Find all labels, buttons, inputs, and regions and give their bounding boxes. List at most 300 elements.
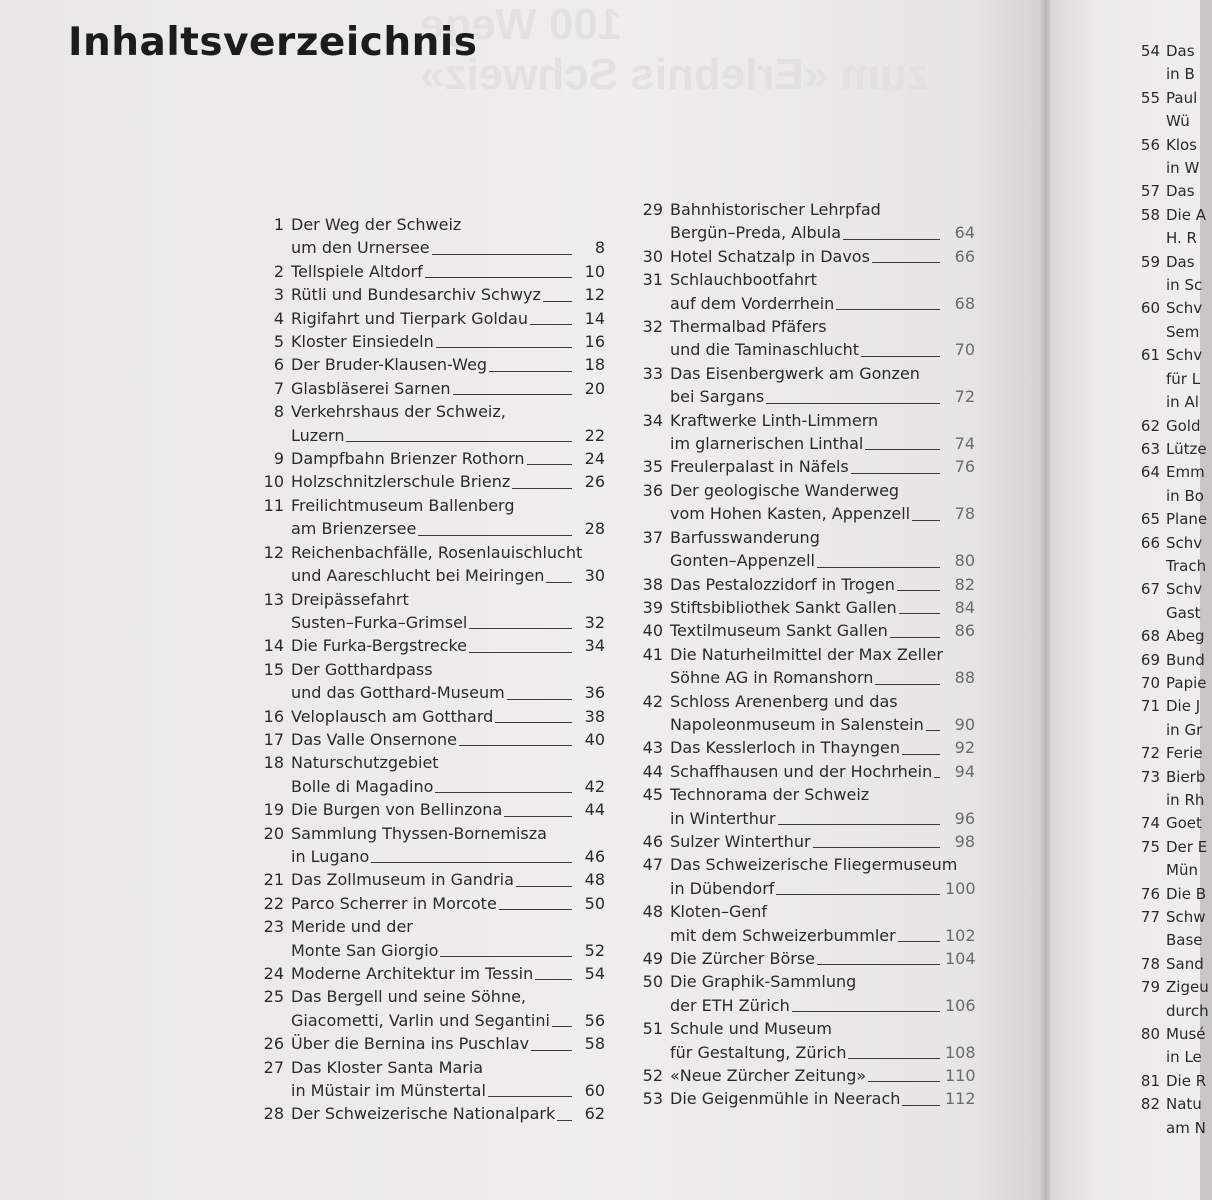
entry-title-line: Die Graphik-Sammlung <box>670 972 857 992</box>
entry-body <box>670 830 975 853</box>
entry-last-line <box>291 1102 605 1125</box>
entry-body <box>1166 836 1212 883</box>
toc-entry <box>250 1032 605 1055</box>
leader-line <box>507 699 572 700</box>
toc-entry <box>1132 766 1212 813</box>
entry-body <box>670 245 975 268</box>
page-number: 104 <box>945 949 976 968</box>
entry-body <box>1166 976 1212 1023</box>
entry-title-line: Reichenbachfälle, Rosenlauischlucht <box>291 542 583 562</box>
toc-entry <box>630 526 975 573</box>
toc-entry <box>1132 180 1212 203</box>
entry-number: 58 <box>1140 205 1160 224</box>
entry-number: 12 <box>263 542 284 562</box>
entry-body <box>291 470 605 493</box>
toc-entry <box>630 1017 975 1064</box>
entry-body <box>670 853 975 900</box>
page-number: 112 <box>945 1089 976 1109</box>
entry-title-line: Dampfbahn Brienzer Rothorn <box>291 449 525 469</box>
entry-title-line: Gast <box>1166 603 1201 622</box>
entry-body <box>1166 344 1212 414</box>
entry-body <box>670 526 975 573</box>
entry-number: 72 <box>1140 744 1160 763</box>
page-number: 86 <box>954 621 975 641</box>
entry-body <box>291 377 605 400</box>
leader-line <box>848 1058 940 1059</box>
leader-line <box>817 964 940 965</box>
entry-number: 78 <box>1140 954 1160 973</box>
entry-body <box>670 455 975 478</box>
entry-title-line: Moderne Architektur im Tessin <box>291 964 534 983</box>
entry-number: 27 <box>263 1057 284 1077</box>
entry-body <box>291 751 605 798</box>
toc-entry <box>1132 742 1212 765</box>
toc-entry <box>630 409 975 456</box>
toc-entry <box>630 596 975 619</box>
entry-number: 59 <box>1140 252 1160 271</box>
entry-title-line: in Dübendorf <box>670 878 775 898</box>
entry-body <box>670 315 975 362</box>
toc-entry <box>1132 251 1212 298</box>
page-number: 20 <box>584 378 605 398</box>
toc-entry <box>630 479 975 526</box>
entry-body <box>1166 508 1212 531</box>
entry-last-line <box>291 962 605 985</box>
toc-entry <box>1132 40 1212 87</box>
leader-line <box>543 301 572 302</box>
toc-entry <box>250 447 605 470</box>
toc-entry <box>1132 695 1212 742</box>
entry-last-line <box>291 798 605 821</box>
toc-entry <box>250 634 605 657</box>
toc-entry <box>630 830 975 853</box>
entry-number: 7 <box>273 378 284 398</box>
entry-number: 4 <box>273 308 284 328</box>
entry-body <box>291 260 605 283</box>
page-number: 8 <box>594 238 605 258</box>
entry-number: 47 <box>642 855 663 875</box>
entry-body <box>291 1032 605 1055</box>
entry-number: 20 <box>263 823 284 843</box>
page-number: 10 <box>584 261 605 281</box>
entry-number: 26 <box>263 1034 284 1054</box>
entry-last-line <box>291 705 605 728</box>
entry-title-line: H. R <box>1166 229 1197 248</box>
entry-title-line: Das <box>1166 182 1195 201</box>
page-number: 110 <box>945 1066 976 1086</box>
entry-title-line: Monte San Giorgio <box>291 940 439 960</box>
toc-entry <box>1132 625 1212 648</box>
entry-body <box>291 985 605 1032</box>
page-number: 46 <box>584 846 605 866</box>
entry-number: 40 <box>642 621 663 641</box>
toc-entry <box>1132 204 1212 251</box>
entry-title-line: Das <box>1166 42 1195 60</box>
toc-column-3 <box>1132 40 1212 1140</box>
entry-number: 22 <box>263 893 284 913</box>
entry-last-line <box>291 470 605 493</box>
entry-body <box>670 596 975 619</box>
page-number: 66 <box>954 246 975 266</box>
page-number: 76 <box>954 457 975 477</box>
entry-body <box>1166 297 1212 344</box>
entry-body <box>1166 695 1212 742</box>
entry-body <box>291 400 605 447</box>
page-number: 50 <box>584 893 605 913</box>
toc-entry <box>250 541 605 588</box>
toc-entry <box>250 260 605 283</box>
entry-body <box>1166 625 1212 648</box>
entry-body <box>291 588 605 635</box>
entry-title-line: Bolle di Magadino <box>291 776 434 796</box>
entry-body <box>670 1064 975 1087</box>
entry-number: 15 <box>263 659 284 679</box>
toc-entry <box>630 619 975 642</box>
page-number: 80 <box>954 551 975 571</box>
entry-title-line: Base <box>1166 931 1203 950</box>
toc-column-1 <box>250 213 605 1126</box>
leader-line <box>469 628 572 629</box>
entry-title-line: Rütli und Bundesarchiv Schwyz <box>291 285 541 305</box>
toc-entry <box>1132 906 1212 953</box>
entry-number: 2 <box>273 261 284 281</box>
entry-body <box>1166 742 1212 765</box>
leader-line <box>865 449 940 450</box>
page-number: 14 <box>584 308 605 328</box>
entry-title-line: in Le <box>1166 1048 1202 1067</box>
leader-line <box>843 239 940 240</box>
toc-entry <box>630 1087 975 1110</box>
leader-line <box>868 1081 940 1082</box>
entry-last-line <box>670 221 975 244</box>
toc-entry <box>1132 532 1212 579</box>
entry-number: 65 <box>1140 510 1160 529</box>
entry-title-line: am Brienzersee <box>291 519 417 539</box>
entry-title-line: in Al <box>1166 393 1199 412</box>
entry-title-line: Die A <box>1166 205 1206 224</box>
toc-entry <box>630 573 975 596</box>
page-number: 16 <box>584 332 605 352</box>
entry-body <box>291 962 605 985</box>
entry-title-line: Trach <box>1166 556 1207 575</box>
entry-body <box>670 736 975 759</box>
toc-entry <box>630 455 975 478</box>
entry-number: 77 <box>1140 908 1160 927</box>
toc-column-2 <box>630 198 975 1111</box>
toc-entry <box>250 798 605 821</box>
toc-entry <box>630 736 975 759</box>
entry-last-line <box>291 307 605 330</box>
toc-entry <box>250 377 605 400</box>
toc-entry <box>1132 812 1212 835</box>
entry-last-line <box>291 260 605 283</box>
entry-title-line: Luzern <box>291 425 345 445</box>
entry-title-line: Napoleonmuseum in Salenstein <box>670 714 924 734</box>
entry-title-line: Schv <box>1166 533 1203 552</box>
entry-body <box>291 634 605 657</box>
entry-title-line: Thermalbad Pfäfers <box>670 317 827 337</box>
entry-title-line: Parco Scherrer in Morcote <box>291 893 497 913</box>
entry-title-line: Die Furka-Bergstrecke <box>291 636 468 656</box>
entry-body <box>670 947 975 970</box>
entry-title-line: Rigifahrt und Tierpark Goldau <box>291 308 528 328</box>
entry-number: 38 <box>642 574 663 594</box>
entry-title-line: Söhne AG in Romanshorn <box>670 668 874 688</box>
entry-body <box>1166 134 1212 181</box>
entry-body <box>670 1087 975 1110</box>
leader-line <box>436 347 572 348</box>
entry-number: 13 <box>263 589 284 609</box>
entry-number: 60 <box>1140 299 1160 318</box>
entry-last-line <box>670 1087 975 1110</box>
entry-title-line: Der Gotthardpass <box>291 659 433 679</box>
entry-title-line: und die Taminaschlucht <box>670 340 860 360</box>
toc-entry <box>630 853 975 900</box>
toc-entry <box>630 900 975 947</box>
entry-number: 31 <box>642 270 663 290</box>
entry-title-line: Kloten–Genf <box>670 902 767 922</box>
entry-number: 28 <box>263 1104 284 1124</box>
entry-number: 21 <box>263 870 284 890</box>
entry-title-line: Das Kloster Santa Maria <box>291 1057 484 1077</box>
entry-number: 3 <box>273 285 284 305</box>
page-number: 92 <box>954 738 975 758</box>
toc-entry <box>1132 508 1212 531</box>
entry-title-line: Klos <box>1166 135 1197 154</box>
entry-number: 10 <box>263 472 284 492</box>
entry-last-line <box>670 1064 975 1087</box>
entry-title-line: und Aareschlucht bei Meiringen <box>291 566 545 586</box>
toc-entry <box>250 494 605 541</box>
entry-title-line: Gold <box>1166 416 1201 435</box>
entry-number: 54 <box>1140 42 1160 60</box>
entry-number: 80 <box>1140 1025 1160 1044</box>
entry-title-line: Lütze <box>1166 439 1207 458</box>
entry-last-line <box>291 681 605 704</box>
toc-entry <box>1132 672 1212 695</box>
entry-number: 53 <box>642 1089 663 1109</box>
toc-entry <box>1132 953 1212 976</box>
page-number: 82 <box>954 574 975 594</box>
entry-number: 67 <box>1140 580 1160 599</box>
entry-last-line <box>670 292 975 315</box>
page-number: 90 <box>954 714 975 734</box>
toc-entry <box>250 353 605 376</box>
toc-entry <box>250 751 605 798</box>
entry-last-line <box>291 353 605 376</box>
entry-number: 5 <box>273 332 284 352</box>
entry-number: 24 <box>263 964 284 983</box>
entry-last-line <box>291 564 605 587</box>
entry-last-line <box>670 245 975 268</box>
entry-number: 62 <box>1140 416 1160 435</box>
entry-title-line: Abeg <box>1166 627 1205 646</box>
entry-body <box>1166 649 1212 672</box>
entry-number: 50 <box>642 972 663 992</box>
entry-number: 61 <box>1140 346 1160 365</box>
entry-title-line: Schule und Museum <box>670 1019 832 1039</box>
entry-last-line <box>670 736 975 759</box>
entry-number: 29 <box>642 200 663 219</box>
entry-number: 35 <box>642 457 663 477</box>
entry-title-line: Tellspiele Altdorf <box>291 261 423 281</box>
toc-entry <box>250 213 605 260</box>
entry-body <box>1166 1093 1212 1140</box>
toc-entry <box>630 970 975 1017</box>
leader-line <box>861 356 940 357</box>
entry-title-line: vom Hohen Kasten, Appenzell <box>670 504 911 524</box>
entry-last-line <box>291 892 605 915</box>
entry-title-line: in Lugano <box>291 846 370 866</box>
leader-line <box>425 277 572 278</box>
entry-body <box>291 1056 605 1103</box>
entry-title-line: um den Urnersee <box>291 238 430 258</box>
page-number: 70 <box>954 340 975 360</box>
leader-line <box>527 464 572 465</box>
entry-number: 19 <box>263 800 284 820</box>
leader-line <box>902 1105 940 1106</box>
entry-number: 45 <box>642 785 663 805</box>
entry-title-line: Giacometti, Varlin und Segantini <box>291 1010 550 1030</box>
entry-number: 52 <box>642 1066 663 1086</box>
entry-title-line: Paul <box>1166 88 1198 107</box>
entry-body <box>1166 461 1212 508</box>
entry-last-line <box>670 385 975 408</box>
entry-last-line <box>291 377 605 400</box>
leader-line <box>836 309 940 310</box>
entry-body <box>291 307 605 330</box>
entry-number: 17 <box>263 729 284 749</box>
entry-number: 56 <box>1140 135 1160 154</box>
entry-title-line: Gonten–Appenzell <box>670 551 815 571</box>
entry-number: 66 <box>1140 533 1160 552</box>
page-number: 26 <box>584 472 605 492</box>
toc-entry <box>250 330 605 353</box>
entry-title-line: Kloster Einsiedeln <box>291 332 434 352</box>
entry-body <box>291 728 605 751</box>
toc-entry <box>250 822 605 869</box>
page-number: 54 <box>584 964 605 983</box>
page-number: 18 <box>584 355 605 375</box>
entry-body <box>291 658 605 705</box>
entry-last-line <box>670 713 975 736</box>
toc-entry <box>630 690 975 737</box>
entry-body <box>670 198 975 245</box>
entry-title-line: Freulerpalast in Näfels <box>670 457 849 477</box>
toc-entry <box>1132 1023 1212 1070</box>
entry-last-line <box>291 634 605 657</box>
entry-last-line <box>670 502 975 525</box>
leader-line <box>371 862 572 863</box>
entry-title-line: Über die Bernina ins Puschlav <box>291 1034 530 1054</box>
entry-title-line: Ferie <box>1166 744 1203 763</box>
entry-number: 41 <box>642 644 663 664</box>
entry-title-line: Das Bergell und seine Söhne, <box>291 987 527 1007</box>
toc-entry <box>250 915 605 962</box>
toc-entry <box>630 198 975 245</box>
page-number: 52 <box>584 940 605 960</box>
entry-number: 48 <box>642 902 663 922</box>
toc-entry <box>250 588 605 635</box>
entry-title-line: Sammlung Thyssen-Bornemisza <box>291 823 547 843</box>
entry-number: 32 <box>642 317 663 337</box>
entry-title-line: Der geologische Wanderweg <box>670 480 900 500</box>
entry-body <box>670 409 975 456</box>
leader-line <box>512 488 572 489</box>
entry-number: 70 <box>1140 673 1160 692</box>
toc-entry <box>250 892 605 915</box>
entry-body <box>1166 415 1212 438</box>
entry-body <box>291 447 605 470</box>
entry-last-line <box>291 517 605 540</box>
leader-line <box>530 324 572 325</box>
leader-line <box>792 1011 940 1012</box>
entry-body <box>1166 953 1212 976</box>
entry-body <box>291 330 605 353</box>
entry-body <box>1166 883 1212 906</box>
entry-last-line <box>670 994 975 1017</box>
entry-number: 6 <box>273 355 284 375</box>
leader-line <box>890 637 940 638</box>
entry-number: 14 <box>263 636 284 656</box>
entry-title-line: in B <box>1166 65 1195 84</box>
leader-line <box>504 816 572 817</box>
entry-number: 49 <box>642 949 663 968</box>
toc-entry <box>1132 461 1212 508</box>
page-number: 56 <box>584 1010 605 1030</box>
entry-title-line: für Gestaltung, Zürich <box>670 1042 847 1062</box>
toc-entry <box>250 307 605 330</box>
entry-title-line: Sand <box>1166 954 1204 973</box>
entry-number: 23 <box>263 917 284 937</box>
page-number: 58 <box>584 1034 605 1054</box>
leader-line <box>899 613 940 614</box>
entry-title-line: «Neue Zürcher Zeitung» <box>670 1066 867 1086</box>
entry-title-line: Mün <box>1166 861 1198 880</box>
entry-title-line: Das <box>1166 252 1195 271</box>
entry-title-line: Bergün–Preda, Albula <box>670 223 842 243</box>
entry-title-line: in Winterthur <box>670 808 776 828</box>
toc-entry <box>250 728 605 751</box>
entry-body <box>291 798 605 821</box>
entry-body <box>291 494 605 541</box>
page-number: 32 <box>584 612 605 632</box>
leader-line <box>489 371 572 372</box>
entry-title-line: Sulzer Winterthur <box>670 831 811 851</box>
entry-title-line: Das Kesslerloch in Thayngen <box>670 738 901 758</box>
entry-last-line <box>670 619 975 642</box>
entry-number: 63 <box>1140 439 1160 458</box>
entry-number: 74 <box>1140 814 1160 833</box>
entry-number: 55 <box>1140 88 1160 107</box>
entry-title-line: Schloss Arenenberg und das <box>670 691 898 711</box>
toc-entry <box>630 947 975 970</box>
entry-title-line: Emm <box>1166 463 1205 482</box>
leader-line <box>546 582 572 583</box>
page-number: 102 <box>945 925 976 945</box>
entry-last-line <box>670 877 975 900</box>
toc-entry <box>1132 438 1212 461</box>
entry-title-line: Holzschnitzlerschule Brienz <box>291 472 511 492</box>
leader-line <box>531 1050 572 1051</box>
entry-last-line <box>291 1032 605 1055</box>
entry-title-line: Der Schweizerische Nationalpark <box>291 1104 556 1124</box>
entry-title-line: Die R <box>1166 1071 1207 1090</box>
entry-body <box>1166 906 1212 953</box>
entry-body <box>291 1102 605 1125</box>
entry-body <box>291 822 605 869</box>
entry-title-line: Freilichtmuseum Ballenberg <box>291 495 515 515</box>
